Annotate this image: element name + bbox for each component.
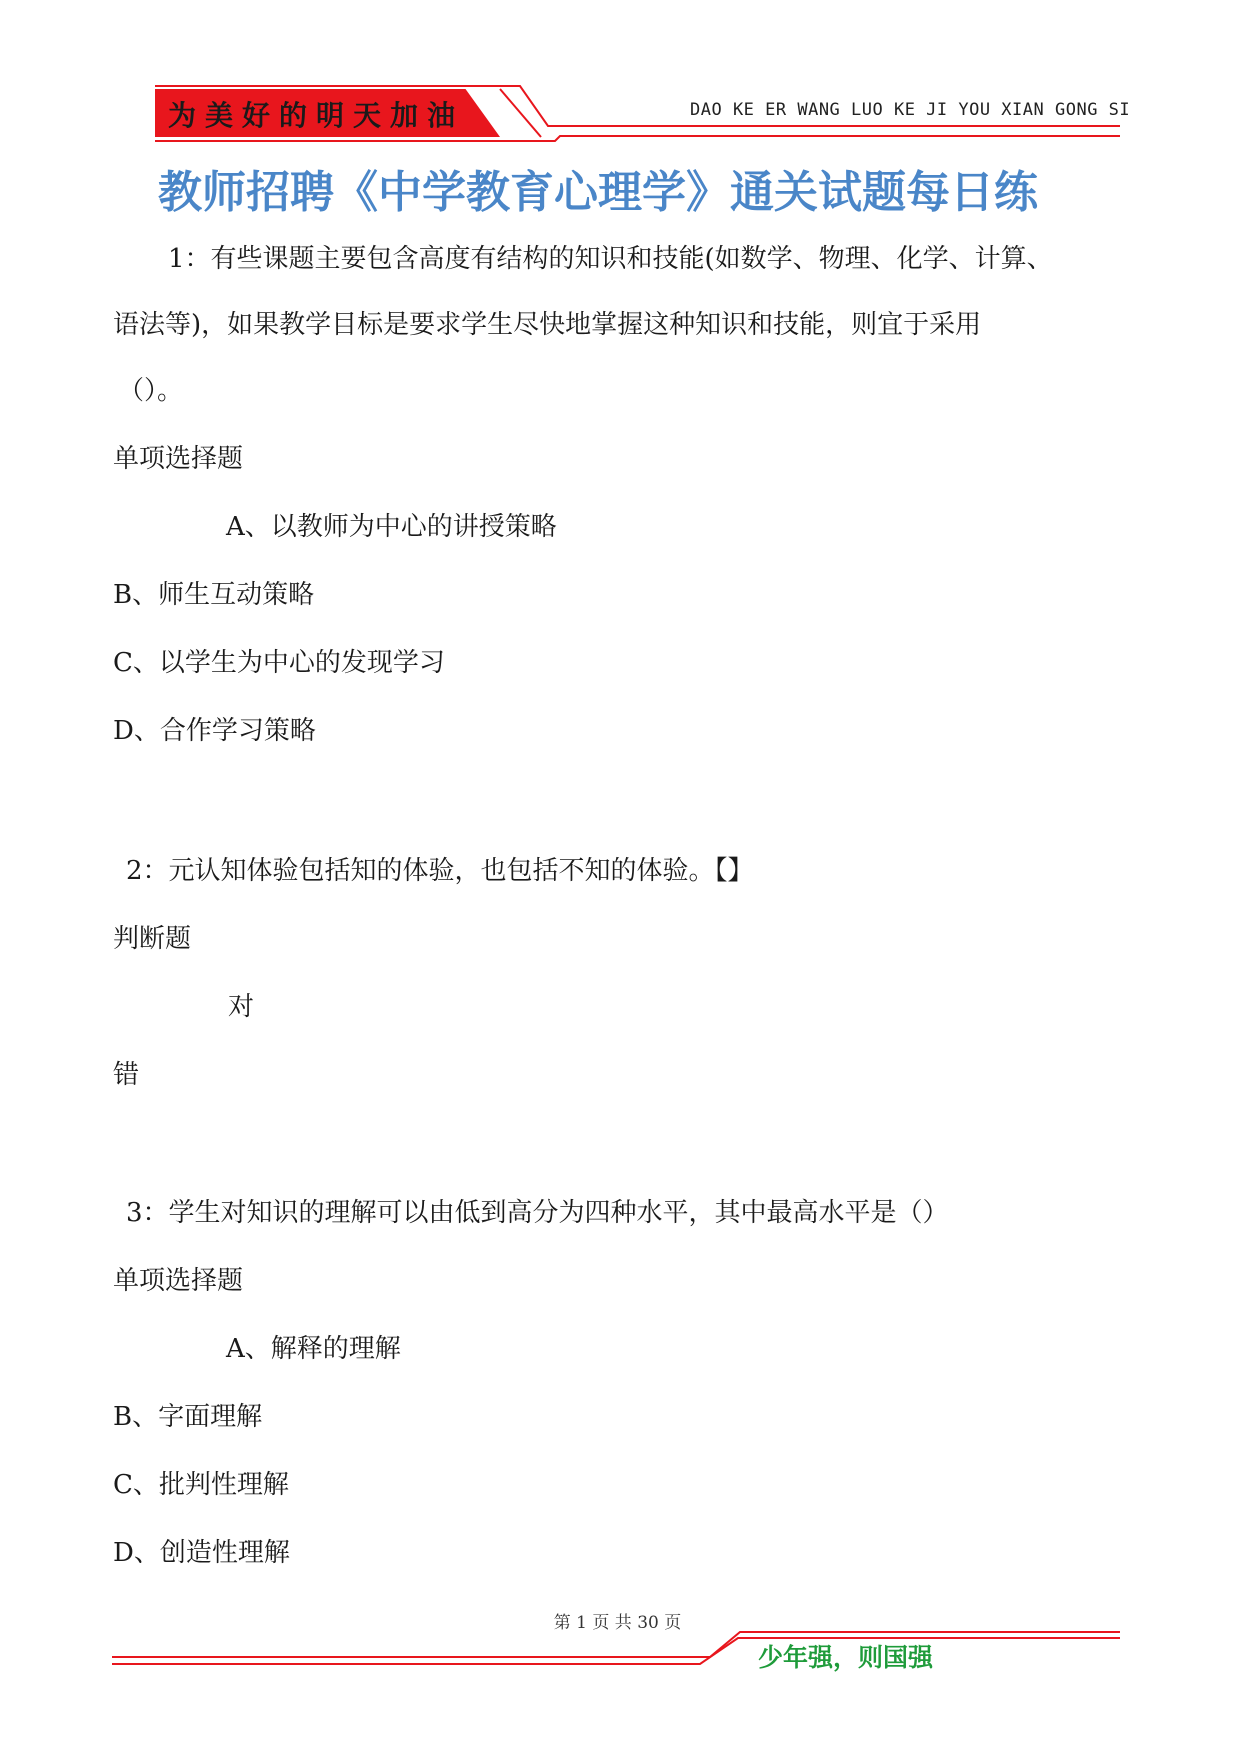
slogan-text: 为美好的明天加油 bbox=[168, 99, 465, 132]
question-3-line-1: 3：学生对知识的理解可以由低到高分为四种水平，其中最高水平是（） bbox=[126, 1198, 949, 1228]
question-3-option-d: D、创造性理解 bbox=[113, 1538, 290, 1568]
footer-motto: 少年强，则国强 bbox=[758, 1643, 934, 1672]
question-3-option-c: C、批判性理解 bbox=[113, 1470, 289, 1500]
question-1-line-1: 1：有些课题主要包含高度有结构的知识和技能(如数学、物理、化学、计算、 bbox=[168, 244, 1053, 274]
question-1-option-c: C、以学生为中心的发现学习 bbox=[113, 648, 445, 678]
question-1-option-d: D、合作学习策略 bbox=[113, 716, 316, 746]
question-1-line-3: （）。 bbox=[118, 376, 184, 406]
question-2-option-false: 错 bbox=[113, 1060, 140, 1090]
question-1-option-b: B、师生互动策略 bbox=[113, 580, 315, 610]
header-rule bbox=[0, 0, 1235, 160]
question-3-option-a: A、解释的理解 bbox=[226, 1334, 401, 1364]
question-2-option-true: 对 bbox=[228, 992, 255, 1022]
footer-rule bbox=[0, 1630, 1235, 1670]
document-title: 教师招聘《中学教育心理学》通关试题每日练 bbox=[158, 167, 1038, 218]
question-2-line-1: 2：元认知体验包括知的体验，也包括不知的体验。【】 bbox=[126, 856, 754, 886]
question-1-type: 单项选择题 bbox=[113, 444, 244, 474]
question-2-type: 判断题 bbox=[113, 924, 192, 954]
question-3-type: 单项选择题 bbox=[113, 1266, 244, 1296]
page-number: 第 1 页 共 30 页 bbox=[553, 1613, 682, 1633]
question-3-option-b: B、字面理解 bbox=[113, 1402, 263, 1432]
question-1-line-2: 语法等)，如果教学目标是要求学生尽快地掌握这种知识和技能，则宜于采用 bbox=[113, 310, 982, 340]
company-name: DAO KE ER WANG LUO KE JI YOU XIAN GONG SI bbox=[690, 100, 1131, 120]
question-1-option-a: A、以教师为中心的讲授策略 bbox=[226, 512, 557, 542]
